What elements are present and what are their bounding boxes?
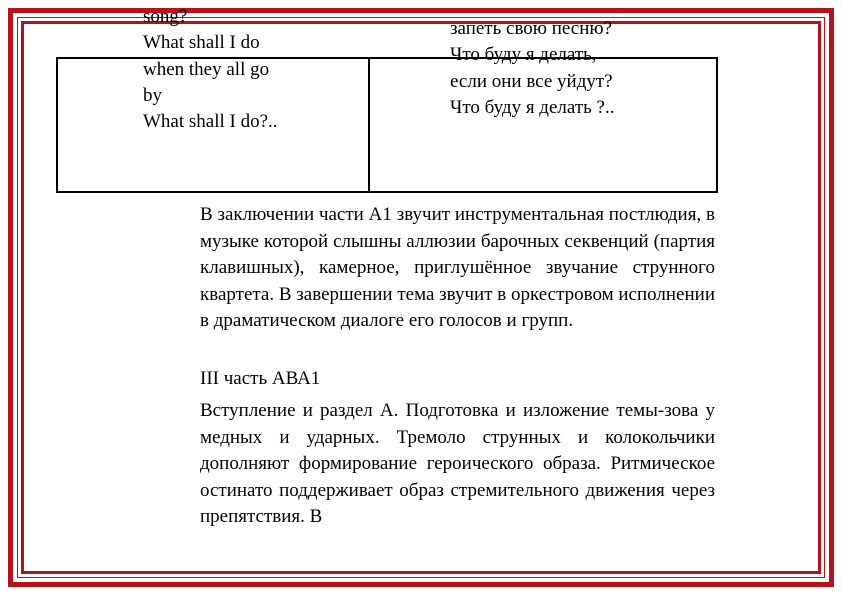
introduction-paragraph: Вступление и раздел А. Подготовка и изложение темы-зова у медных и ударных. Тремоло струнных и колокольчики дополняют формирование героического образа. Ритмическое остинато поддерживает образ стремительного движения через препятствия. В (200, 400, 715, 527)
russian-lyric-line: Что буду я делать, (450, 44, 597, 66)
section-heading: III часть АВА1 (200, 368, 321, 389)
english-lyric-line: What shall I do (143, 32, 260, 54)
russian-lyrics-column (450, 16, 614, 121)
russian-lyric-line: если они все уйдут? (450, 70, 613, 92)
english-lyric-line: What shall I do?.. (143, 111, 278, 133)
postlude-paragraph: В заключении части А1 звучит инструментальная постлюдия, в музыке которой слышны аллюзии барочных секвенций (партия клавишных), камерное, приглушённое звучание струнного квартета. В завершении тема звучит в оркестровом исполнении в драматическом диалоге его голосов и групп. (200, 204, 715, 331)
russian-lyric-line: запеть свою песню? (450, 18, 613, 39)
english-lyric-line: when they all go (143, 58, 270, 80)
english-lyrics-column (143, 4, 278, 135)
russian-lyric-line: Что буду я делать ?.. (450, 96, 615, 118)
table-column-divider (368, 59, 370, 191)
english-lyric-line: by (143, 84, 162, 106)
english-lyric-line: song? (143, 6, 188, 27)
